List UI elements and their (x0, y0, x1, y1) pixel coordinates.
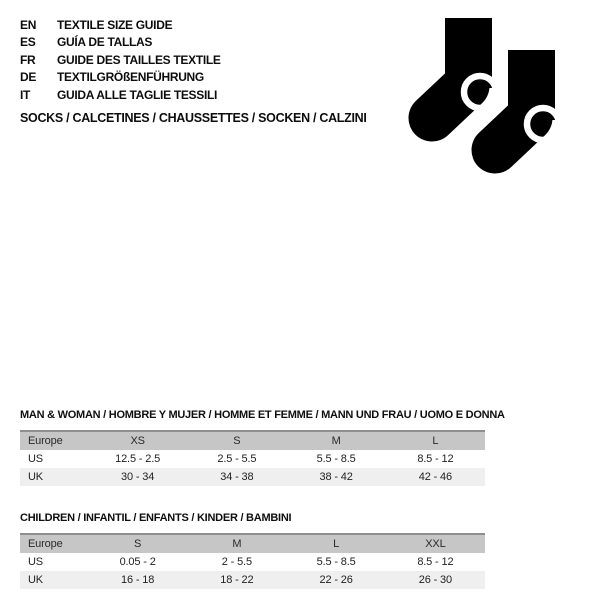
header-cell-size: XS (88, 431, 187, 450)
size-cell: 18 - 22 (220, 574, 254, 586)
socks-icon (400, 8, 560, 180)
language-label: GUIDA ALLE TAGLIE TESSILI (57, 87, 218, 102)
man-woman-size-table (20, 430, 485, 486)
header-cell-size: L (287, 534, 386, 553)
language-code: IT (20, 87, 31, 102)
header-cell-size: S (88, 534, 187, 553)
size-cell: 2 - 5.5 (221, 556, 252, 568)
language-code: EN (20, 17, 37, 32)
language-label: GUIDE DES TAILLES TEXTILE (57, 52, 221, 67)
size-cell: 8.5 - 12 (417, 556, 454, 568)
size-cell: 26 - 30 (418, 574, 452, 586)
header-cell-region: Europe (20, 534, 88, 553)
size-cell: 8.5 - 12 (417, 453, 454, 465)
man-woman-table-title: MAN & WOMAN / HOMBRE Y MUJER / HOMME ET FEMME / MANN UND FRAU / UOMO E DONNA (20, 409, 505, 421)
row-label: US (28, 453, 43, 465)
header-cell-size: M (287, 431, 386, 450)
table-row-uk (20, 571, 485, 589)
header-cell-size: S (187, 431, 286, 450)
language-code: DE (20, 70, 37, 85)
header-cell-size: XXL (386, 534, 485, 553)
table-row-uk (20, 468, 485, 486)
language-label: TEXTILE SIZE GUIDE (57, 17, 173, 32)
row-label: UK (28, 574, 43, 586)
header-cell-region: Europe (20, 431, 88, 450)
language-label: GUÍA DE TALLAS (57, 35, 153, 50)
man-woman-size-section (20, 409, 505, 486)
category-title: SOCKS / CALCETINES / CHAUSSETTES / SOCKEN / CALZINI (20, 111, 367, 125)
size-cell: 42 - 46 (418, 471, 452, 483)
children-size-section (20, 512, 485, 589)
size-cell: 34 - 38 (220, 471, 254, 483)
sock-right (495, 50, 559, 150)
size-cell: 0.05 - 2 (119, 556, 156, 568)
size-cell: 12.5 - 2.5 (115, 453, 161, 465)
children-table-title: CHILDREN / INFANTIL / ENFANTS / KINDER / BAMBINI (20, 512, 292, 524)
header-cell-size: M (187, 534, 286, 553)
language-row-it (20, 86, 221, 104)
size-cell: 16 - 18 (121, 574, 155, 586)
row-label: US (28, 556, 43, 568)
table-row-us (20, 553, 485, 571)
language-row-en (20, 16, 221, 34)
language-code: FR (20, 52, 36, 67)
header-cell-size: L (386, 431, 485, 450)
size-cell: 2.5 - 5.5 (217, 453, 257, 465)
size-cell: 5.5 - 8.5 (316, 453, 356, 465)
size-cell: 38 - 42 (319, 471, 353, 483)
row-label: UK (28, 471, 43, 483)
language-code: ES (20, 35, 36, 50)
size-cell: 22 - 26 (319, 574, 353, 586)
table-header-row (20, 534, 485, 553)
language-row-fr (20, 51, 221, 69)
language-row-es (20, 34, 221, 52)
size-cell: 5.5 - 8.5 (316, 556, 356, 568)
language-label: TEXTILGRÖßENFÜHRUNG (57, 70, 204, 85)
table-row-us (20, 450, 485, 468)
size-cell: 30 - 34 (121, 471, 155, 483)
language-guide-list (20, 16, 221, 104)
sock-left (432, 18, 496, 118)
children-size-table (20, 533, 485, 589)
language-row-de (20, 69, 221, 87)
table-header-row (20, 431, 485, 450)
